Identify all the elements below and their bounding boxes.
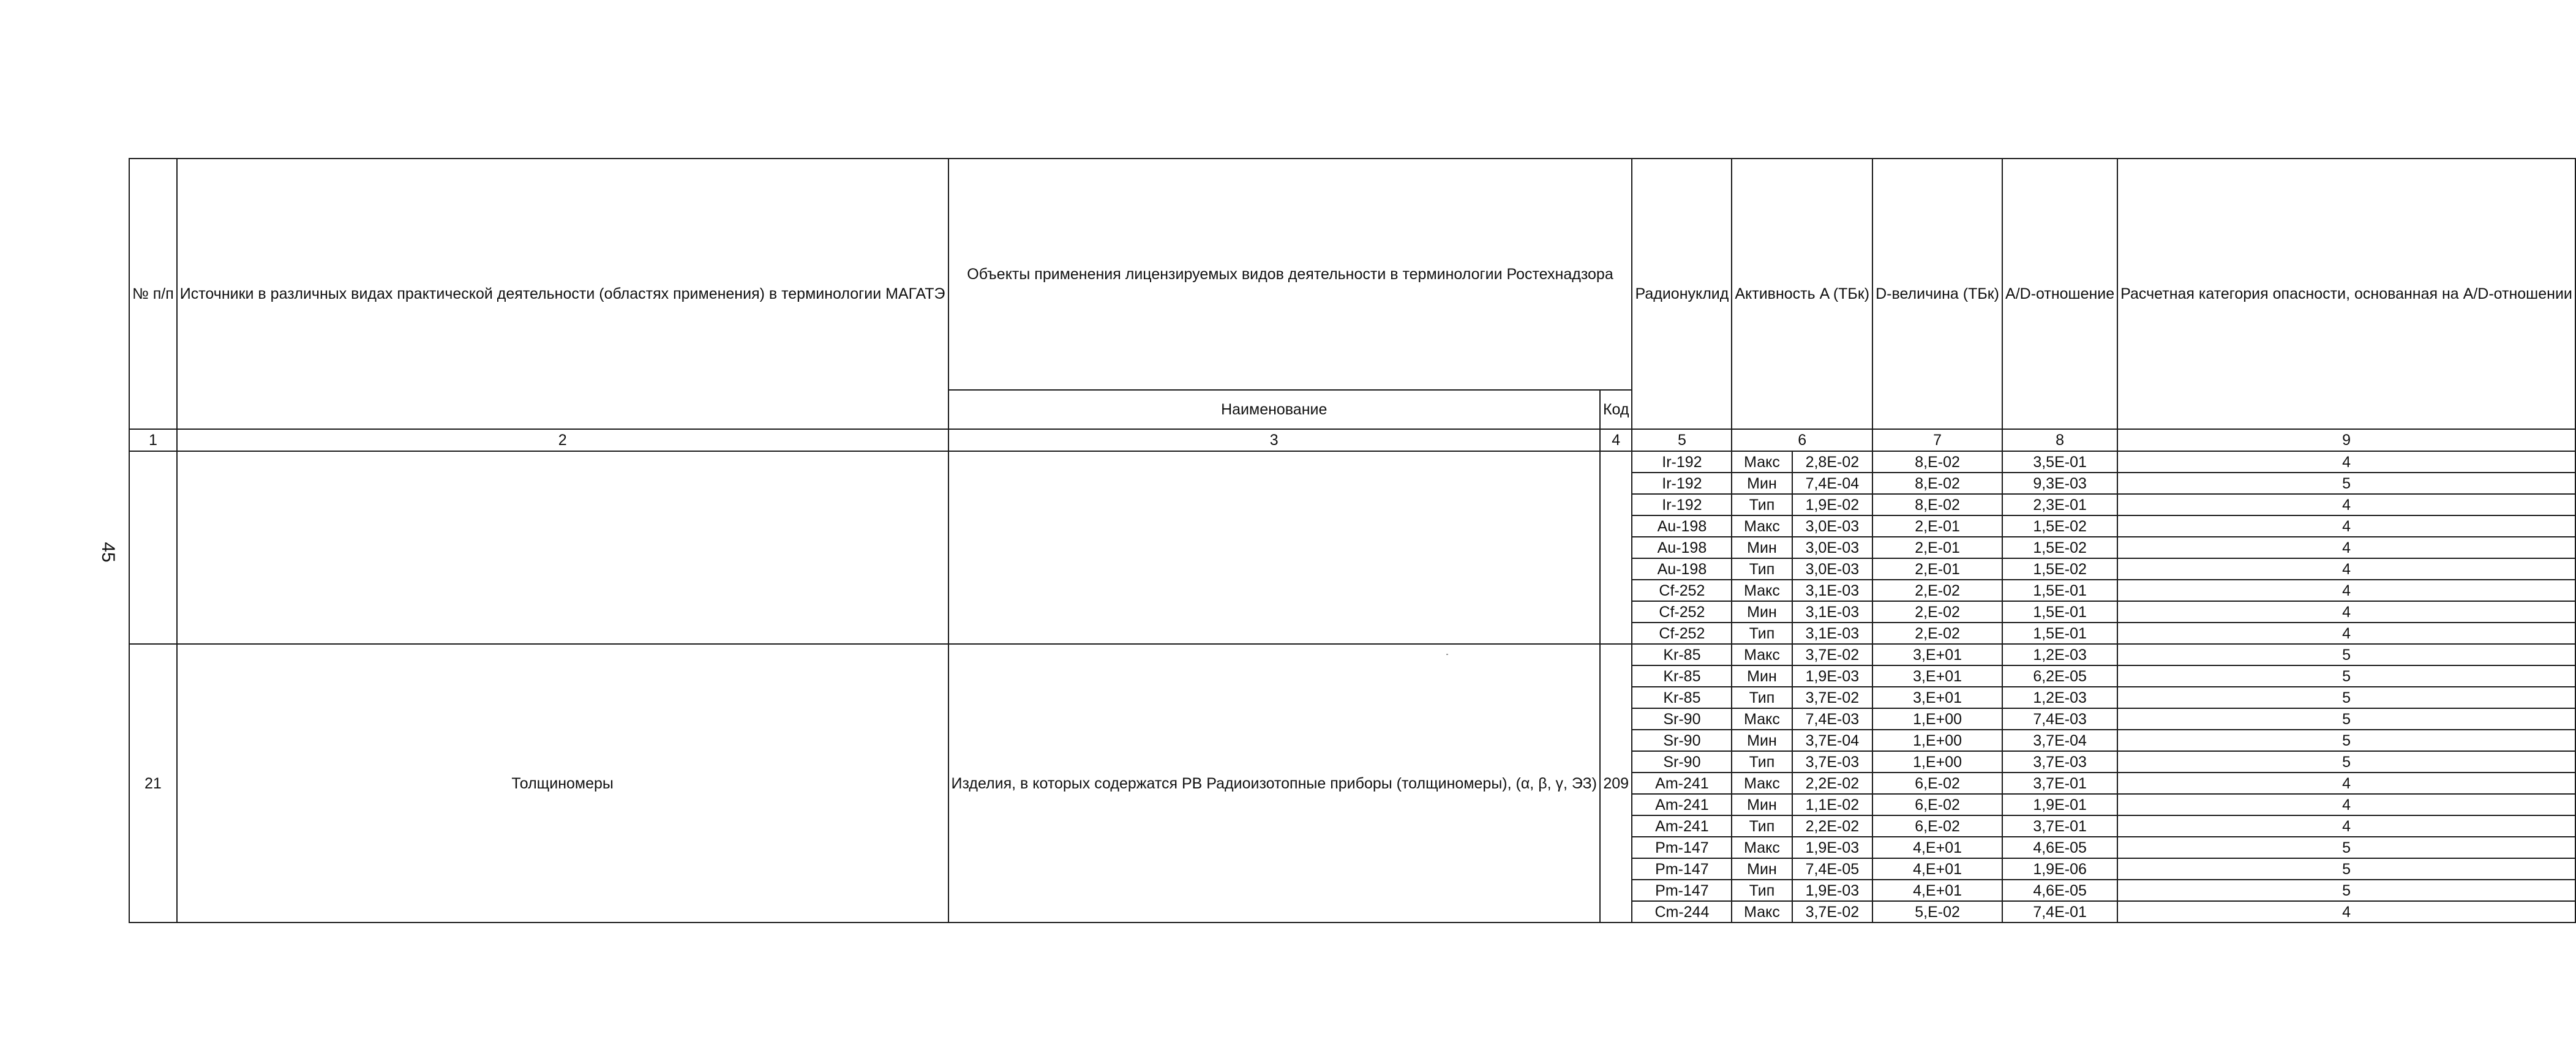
header-hazard-category: Расчетная категория опасности, основанная на A/D-отношении [2117,159,2575,429]
scan-speck [1446,654,1448,655]
d-value-cell: 5,E-02 [1872,901,2002,923]
radionuclide-cell: Cf-252 [1632,623,1732,644]
ad-ratio-cell: 6,2E-05 [2002,665,2117,687]
object-name-cell [948,451,1600,644]
activity-value-cell: 3,1E-03 [1792,601,1873,623]
hazard-category-cell: 4 [2117,623,2575,644]
radionuclide-cell: Am-241 [1632,794,1732,815]
activity-value-cell: 7,4E-04 [1792,473,1873,494]
radionuclide-cell: Cf-252 [1632,580,1732,601]
radionuclide-cell: Cf-252 [1632,601,1732,623]
radionuclide-cell: Cm-244 [1632,901,1732,923]
hazard-category-cell: 5 [2117,751,2575,773]
d-value-cell: 2,E-01 [1872,558,2002,580]
activity-type-cell: Мин [1732,730,1792,751]
d-value-cell: 2,E-02 [1872,623,2002,644]
ad-ratio-cell: 1,5E-02 [2002,515,2117,537]
ad-ratio-cell: 3,7E-01 [2002,773,2117,794]
radionuclide-cell: Pm-147 [1632,837,1732,858]
header-d-value: D-величина (ТБк) [1872,159,2002,429]
header-ad-ratio: A/D-отношение [2002,159,2117,429]
activity-type-cell: Мин [1732,473,1792,494]
activity-type-cell: Мин [1732,858,1792,880]
activity-value-cell: 3,7E-02 [1792,644,1873,665]
ad-ratio-cell: 4,6E-05 [2002,880,2117,901]
column-number-row [129,429,2575,451]
hazard-category-cell: 4 [2117,794,2575,815]
d-value-cell: 2,E-01 [1872,515,2002,537]
activity-value-cell: 2,8E-02 [1792,451,1873,473]
object-code-cell [1600,451,1632,644]
hazard-category-cell: 4 [2117,537,2575,558]
activity-type-cell: Мин [1732,601,1792,623]
column-number: 2 [177,429,948,451]
ad-ratio-cell: 1,5E-01 [2002,580,2117,601]
ad-ratio-cell: 1,9E-06 [2002,858,2117,880]
row-number-cell [129,451,177,644]
d-value-cell: 6,E-02 [1872,773,2002,794]
hazard-category-cell: 5 [2117,687,2575,708]
hazard-category-cell: 5 [2117,473,2575,494]
radionuclide-cell: Kr-85 [1632,665,1732,687]
activity-type-cell: Тип [1732,623,1792,644]
table-body [129,429,2575,923]
ad-ratio-cell: 1,5E-02 [2002,537,2117,558]
d-value-cell: 3,E+01 [1872,665,2002,687]
hazard-category-cell: 5 [2117,858,2575,880]
column-number: 9 [2117,429,2575,451]
d-value-cell: 3,E+01 [1872,644,2002,665]
activity-type-cell: Мин [1732,794,1792,815]
hazard-category-cell: 4 [2117,515,2575,537]
activity-value-cell: 7,4E-03 [1792,708,1873,730]
hazard-category-cell: 5 [2117,837,2575,858]
activity-type-cell: Мин [1732,537,1792,558]
ad-ratio-cell: 3,7E-01 [2002,815,2117,837]
hazard-category-cell: 4 [2117,494,2575,515]
activity-value-cell: 3,7E-03 [1792,751,1873,773]
hazard-category-cell: 5 [2117,644,2575,665]
ad-ratio-cell: 1,2E-03 [2002,687,2117,708]
ad-ratio-cell: 9,3E-03 [2002,473,2117,494]
hazard-category-cell: 5 [2117,880,2575,901]
row-number-cell: 21 [129,644,177,923]
d-value-cell: 2,E-01 [1872,537,2002,558]
activity-value-cell: 2,2E-02 [1792,773,1873,794]
activity-type-cell: Тип [1732,558,1792,580]
activity-value-cell: 3,0E-03 [1792,558,1873,580]
activity-value-cell: 1,9E-03 [1792,880,1873,901]
hazard-category-cell: 4 [2117,580,2575,601]
column-number: 7 [1872,429,2002,451]
activity-type-cell: Макс [1732,837,1792,858]
column-number: 6 [1732,429,1872,451]
activity-value-cell: 3,7E-02 [1792,687,1873,708]
activity-value-cell: 1,9E-02 [1792,494,1873,515]
header-radionuclide: Радионуклид [1632,159,1732,429]
activity-value-cell: 3,1E-03 [1792,580,1873,601]
d-value-cell: 6,E-02 [1872,794,2002,815]
radionuclide-cell: Au-198 [1632,558,1732,580]
activity-type-cell: Макс [1732,773,1792,794]
radionuclide-cell: Am-241 [1632,815,1732,837]
hazard-category-cell: 5 [2117,665,2575,687]
activity-value-cell: 3,0E-03 [1792,537,1873,558]
activity-type-cell: Макс [1732,901,1792,923]
page-number: 45 [98,542,118,563]
iaea-source-cell: Толщиномеры [177,644,948,923]
activity-value-cell: 3,0E-03 [1792,515,1873,537]
hazard-category-cell: 4 [2117,815,2575,837]
activity-type-cell: Макс [1732,708,1792,730]
d-value-cell: 1,E+00 [1872,751,2002,773]
ad-ratio-cell: 1,2E-03 [2002,644,2117,665]
activity-type-cell: Тип [1732,494,1792,515]
activity-value-cell: 3,7E-02 [1792,901,1873,923]
activity-type-cell: Макс [1732,644,1792,665]
hazard-category-cell: 5 [2117,730,2575,751]
radionuclide-cell: Ir-192 [1632,451,1732,473]
d-value-cell: 8,E-02 [1872,494,2002,515]
d-value-cell: 4,E+01 [1872,880,2002,901]
activity-type-cell: Тип [1732,751,1792,773]
ad-ratio-cell: 3,5E-01 [2002,451,2117,473]
d-value-cell: 6,E-02 [1872,815,2002,837]
ad-ratio-cell: 1,5E-02 [2002,558,2117,580]
ad-ratio-cell: 3,7E-03 [2002,751,2117,773]
d-value-cell: 8,E-02 [1872,473,2002,494]
radionuclide-table [129,158,2576,923]
object-name-cell: Изделия, в которых содержатся РВ Радиоизотопные приборы (толщиномеры), (α, β, γ, ЭЗ) [948,644,1600,923]
d-value-cell: 3,E+01 [1872,687,2002,708]
object-code-cell: 209 [1600,644,1632,923]
activity-value-cell: 3,7E-04 [1792,730,1873,751]
ad-ratio-cell: 7,4E-01 [2002,901,2117,923]
activity-type-cell: Макс [1732,451,1792,473]
activity-value-cell: 1,9E-03 [1792,837,1873,858]
d-value-cell: 2,E-02 [1872,601,2002,623]
ad-ratio-cell: 1,9E-01 [2002,794,2117,815]
ad-ratio-cell: 1,5E-01 [2002,601,2117,623]
activity-type-cell: Макс [1732,580,1792,601]
document-sheet [129,158,2576,923]
header-rostekhnadzor-objects: Объекты применения лицензируемых видов деятельности в терминологии Ростехнадзора [948,159,1632,390]
activity-value-cell: 1,1E-02 [1792,794,1873,815]
hazard-category-cell: 4 [2117,901,2575,923]
ad-ratio-cell: 4,6E-05 [2002,837,2117,858]
radionuclide-cell: Sr-90 [1632,751,1732,773]
radionuclide-cell: Au-198 [1632,537,1732,558]
radionuclide-cell: Sr-90 [1632,708,1732,730]
ad-ratio-cell: 2,3E-01 [2002,494,2117,515]
activity-type-cell: Тип [1732,687,1792,708]
d-value-cell: 8,E-02 [1872,451,2002,473]
column-number: 4 [1600,429,1632,451]
header-iaea-sources: Источники в различных видах практической деятельности (областях применения) в терминологии МАГАТЭ [177,159,948,429]
activity-type-cell: Тип [1732,815,1792,837]
ad-ratio-cell: 7,4E-03 [2002,708,2117,730]
activity-type-cell: Тип [1732,880,1792,901]
radionuclide-cell: Pm-147 [1632,858,1732,880]
radionuclide-cell: Ir-192 [1632,473,1732,494]
activity-type-cell: Макс [1732,515,1792,537]
d-value-cell: 2,E-02 [1872,580,2002,601]
d-value-cell: 4,E+01 [1872,837,2002,858]
table-row [129,451,2575,473]
activity-value-cell: 2,2E-02 [1792,815,1873,837]
radionuclide-cell: Kr-85 [1632,687,1732,708]
activity-value-cell: 3,1E-03 [1792,623,1873,644]
radionuclide-cell: Kr-85 [1632,644,1732,665]
d-value-cell: 1,E+00 [1872,730,2002,751]
radionuclide-cell: Pm-147 [1632,880,1732,901]
ad-ratio-cell: 3,7E-04 [2002,730,2117,751]
radionuclide-cell: Au-198 [1632,515,1732,537]
activity-value-cell: 1,9E-03 [1792,665,1873,687]
activity-value-cell: 7,4E-05 [1792,858,1873,880]
d-value-cell: 1,E+00 [1872,708,2002,730]
hazard-category-cell: 4 [2117,451,2575,473]
iaea-source-cell [177,451,948,644]
radionuclide-cell: Am-241 [1632,773,1732,794]
ad-ratio-cell: 1,5E-01 [2002,623,2117,644]
hazard-category-cell: 4 [2117,773,2575,794]
column-number: 3 [948,429,1600,451]
hazard-category-cell: 5 [2117,708,2575,730]
activity-type-cell: Мин [1732,665,1792,687]
table-row [129,644,2575,665]
header-activity: Активность A (ТБк) [1732,159,1872,429]
hazard-category-cell: 4 [2117,601,2575,623]
radionuclide-cell: Ir-192 [1632,494,1732,515]
column-number: 1 [129,429,177,451]
column-number: 5 [1632,429,1732,451]
header-number: № п/п [129,159,177,429]
radionuclide-cell: Sr-90 [1632,730,1732,751]
header-object-code: Код [1600,390,1632,429]
column-number: 8 [2002,429,2117,451]
header-object-name: Наименование [948,390,1600,429]
d-value-cell: 4,E+01 [1872,858,2002,880]
hazard-category-cell: 4 [2117,558,2575,580]
